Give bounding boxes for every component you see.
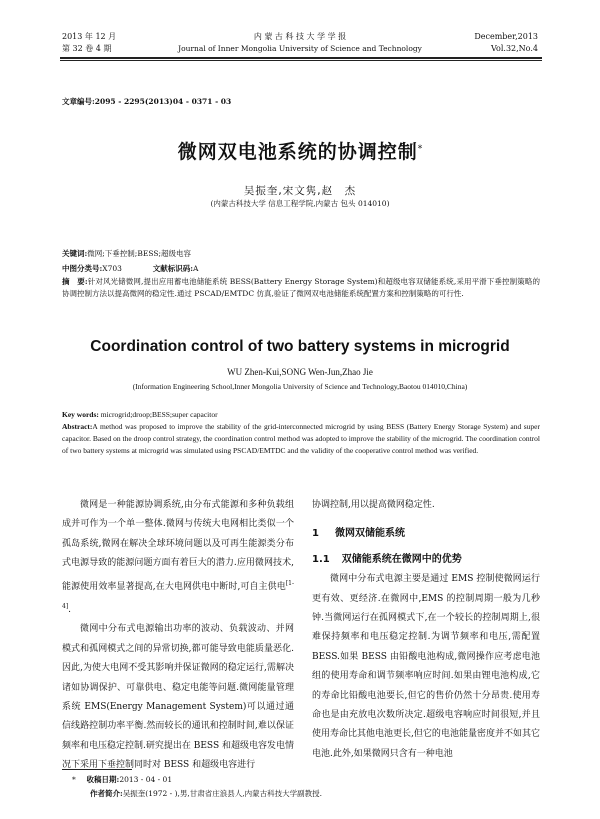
journal-name-en: Journal of Inner Mongolia University of Science and Technology	[178, 44, 422, 53]
section-number: 1	[312, 528, 319, 540]
header-rule	[60, 57, 542, 59]
subsection-number: 1.1	[312, 553, 330, 565]
class-value: X703	[102, 264, 122, 273]
footnote-rule	[62, 769, 132, 770]
paragraph: 微网中分布式电源输出功率的波动、负载波动、并网模式和孤网模式之间的异常切换,都可能导致电能质量恶化.因此,为使大电网不受其影响并保证微网的稳定运行,需解决诸如协调保护、可靠供电、稳定电能等问题.微网能量管理系统 EMS(Energy Management System)可以通过通信线路控制功率平衡.然而较长的通讯和控制时间,难以保证频率和电压稳定控制.研究提出在 BESS 和超级电容发电情况下采用下垂控制同时对 BESS 和超级电容进行	[62, 624, 294, 771]
body-right-column	[312, 496, 540, 764]
header-volume-en: Vol.32,No.4	[491, 44, 538, 53]
body-left-column	[62, 496, 294, 776]
authors-en: WU Zhen-Kui,SONG Wen-Jun,Zhao Jie	[227, 367, 373, 377]
class-label: 中图分类号:	[62, 264, 103, 273]
keywords-text-cn: 微网;下垂控制;BESS;超级电容	[87, 249, 191, 258]
keywords-en	[62, 409, 218, 421]
abstract-text-en: A method was proposed to improve the stability of the grid-interconnected microgrid by using BESS (Battery Energy Storage System) and super capacitor. Based on the droop control strategy, the coordination control method was adopted to improve the stability of the microgrid. The coordination control of two battery systems at microgrid was simulated using PSCAD/EMTDC and the validity of the cooperative control method was verified.	[62, 422, 540, 456]
footnote-star: *	[72, 775, 76, 784]
author-bio-label: 作者简介:	[90, 789, 123, 798]
title-block-cn	[0, 137, 600, 164]
footnote-author	[90, 788, 322, 800]
affiliation-en: (Information Engineering School,Inner Mongolia University of Science and Technology,Baotou 014010,China)	[132, 382, 468, 391]
keywords-label-en: Key words:	[62, 410, 99, 419]
header-date: 2013 年 12 月	[62, 32, 117, 41]
paper-title-en: Coordination control of two battery systems in microgrid	[90, 338, 510, 355]
paragraph	[62, 496, 294, 620]
received-label: 收稿日期:	[86, 775, 120, 784]
footnote-received	[72, 774, 172, 786]
continued-text: 协调控制,用以提高微网稳定性.	[312, 500, 435, 510]
keywords-text-en: microgrid;droop;BESS;super capacitor	[100, 410, 218, 419]
received-date: 2013 - 04 - 01	[119, 775, 173, 784]
header-volume: 第 32 卷 4 期	[62, 44, 112, 53]
section-heading	[312, 524, 540, 543]
keywords-cn	[62, 248, 191, 260]
paragraph-text: 微网是一种能源协调系统,由分布式能源和多种负载组成并可作为一个单一整体.微网与传统大电网相比类似一个孤岛系统,微网在解决全球环境问题以及可再生能源类分布式电源导致的能源问题方面有着巨大的潜力.应用微网技术,能源使用效率显著提高,在大电网供电中断时,可自主供电	[62, 500, 294, 592]
title-footnote-mark: *	[417, 144, 423, 155]
abstract-label-cn-2: 摘 要:	[62, 277, 88, 286]
article-number: 文章编号:2095 - 2295(2013)04 - 0371 - 03	[62, 97, 232, 106]
paper-title-cn: 微网双电池系统的协调控制	[177, 141, 418, 163]
paragraph: 微网中分布式电源主要是通过 EMS 控制使微网运行更有效、更经济.在微网中,EMS 的控制周期一般为几秒钟.当微网运行在孤网模式下,在一个较长的控制周期上,很难保持频率和电压稳定控制.为调节频率和电压,需配置 BESS.如果 BESS 由铅酸电池构成,微网操作应考虑电池组的使用寿命和调节频率响应时间.如果由锂电池构成,它的寿命比铅酸电池要长,但它的售价仍然十分昂贵.使用寿命也是由充放电次数所决定.超级电容响应时间很短,并且使用寿命比其他电池更长,但它的电池能量密度并不如其它电池.此外,如果微网只含有一种电池	[312, 574, 540, 759]
header-date-en: December,2013	[474, 32, 538, 41]
doc-code-value: A	[193, 264, 199, 273]
doc-code-label: 文献标识码:	[152, 264, 193, 273]
citation: [1-4]	[62, 579, 294, 611]
affiliation-cn: (内蒙古科技大学 信息工程学院,内蒙古 包头 014010)	[210, 199, 390, 208]
keywords-label-cn: 关键词:	[62, 249, 88, 258]
authors-cn: 吴振奎,宋文隽,赵 杰	[243, 185, 357, 197]
abstract-label-en: Abstract:	[62, 422, 93, 431]
abstract-en	[62, 421, 540, 458]
paragraph-end: .	[68, 605, 72, 616]
header-rule-thin	[60, 60, 542, 61]
abstract-cn-body	[62, 276, 540, 300]
journal-name-cn: 内 蒙 古 科 技 大 学 学 报	[253, 32, 347, 41]
abstract-text-cn-2: 针对风光储微网,提出应用蓄电池储能系统 BESS(Battery Energy Storage System)和超级电容双储能系统,采用平滑下垂控制策略的协调控制方法以提高微网的稳定性.通过 PSCAD/EMTDC 仿真,验证了微网双电池储能系统配置方案和控制策略的可行性.	[62, 277, 540, 298]
section-title: 微网双储能系统	[334, 528, 405, 540]
author-bio: 吴振奎(1972 - ),男,甘肃省庄浪县人,内蒙古科技大学副教授.	[122, 789, 323, 798]
subsection-heading	[312, 550, 540, 569]
subsection-title: 双储能系统在微网中的优势	[341, 553, 462, 565]
classification-cn	[62, 263, 198, 275]
